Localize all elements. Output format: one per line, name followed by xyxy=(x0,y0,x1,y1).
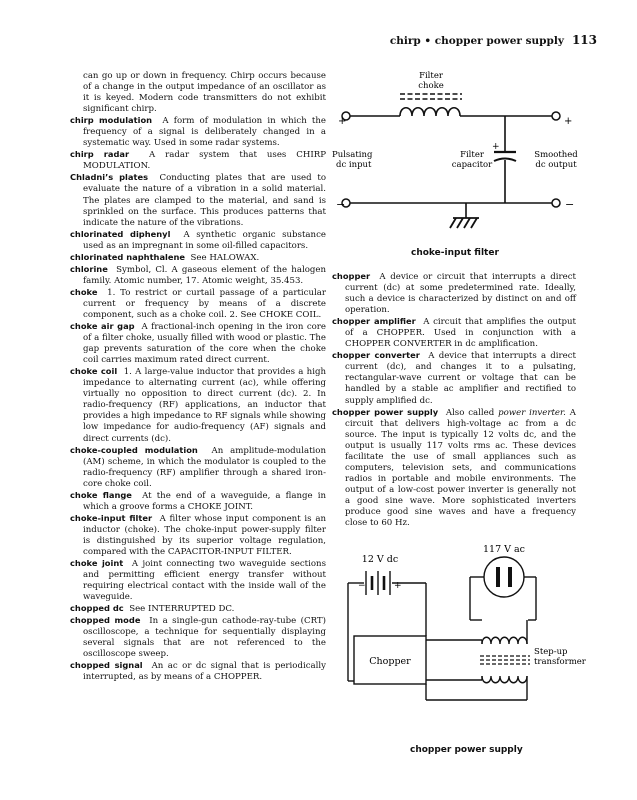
figure-caption: chopper power supply xyxy=(410,745,523,755)
dict-entry xyxy=(70,660,326,683)
dict-entry xyxy=(70,71,326,115)
entry-term: choke air gap xyxy=(70,321,135,332)
entry-definition: A device or circuit that interrupts a direct current (dc) at some predetermined rate. Ideally, such a device is characterized by distinct on and off operation. xyxy=(345,272,576,316)
right-column xyxy=(332,271,576,529)
entry-definition: A device that interrupts a direct current (dc), and changes it to a pulsating, rectangular-wave current or voltage that can be handled by a stable ac amplifier and rectified to supply amplified dc. xyxy=(345,351,576,406)
outlet-slot xyxy=(508,567,512,587)
entry-definition: A radar system that uses CHIRP MODULATION. xyxy=(83,150,326,172)
entry-term: choke-input filter xyxy=(70,512,153,523)
dict-entry xyxy=(70,264,326,287)
dict-entry xyxy=(70,366,326,444)
entry-definition: A form of modulation in which the frequency of a signal is deliberately changed in a systematic way. Used in some radar systems. xyxy=(83,116,327,149)
label-chopper: Chopper xyxy=(369,656,411,667)
secondary-winding xyxy=(482,637,527,644)
entry-definition: See INTERRUPTED DC. xyxy=(129,604,235,615)
label-smoothed: dc output xyxy=(535,160,577,170)
entry-term: Chladni’s plates xyxy=(70,172,149,183)
output-terminal xyxy=(552,199,560,207)
dict-entry xyxy=(332,316,576,350)
entry-term: chopped dc xyxy=(70,603,124,614)
battery-symbol xyxy=(366,571,390,595)
minus-sign: − xyxy=(565,198,575,211)
chopper-power-supply-diagram xyxy=(340,540,590,740)
entry-definition: A synthetic organic substance used as an impregnant in some oil-filled capacitors. xyxy=(83,229,326,251)
dict-entry xyxy=(70,172,326,228)
label-pulsating: dc input xyxy=(336,160,372,170)
dict-entry xyxy=(70,490,326,513)
label-transformer: Step-up xyxy=(534,647,568,657)
dict-entry xyxy=(70,115,326,149)
entry-term: choke joint xyxy=(70,558,124,569)
entry-term: choke coil xyxy=(70,366,118,377)
dict-entry xyxy=(332,407,576,530)
entry-definition: Conducting plates that are used to evaluate the nature of a vibration in a solid material. The plates are clamped to the material, and sand is sprinkled on the surface. This produces patterns that indicate the nature of the vibrations. xyxy=(83,173,326,228)
dict-entry xyxy=(332,271,576,316)
entry-term: chopper xyxy=(332,271,371,281)
outlet-slot xyxy=(496,567,500,587)
transformer-core xyxy=(480,656,530,664)
entry-definition: can go up or down in frequency. Chirp occurs because of a change in the output impedance of an oscillator as it is keyed. Modern code transmitters do not exhibit significant chirp. xyxy=(83,71,326,115)
entry-term: chopper amplifier xyxy=(332,316,416,327)
dict-entry xyxy=(332,350,576,406)
dict-entry xyxy=(70,445,326,490)
header-guide-words: chirp • chopper power supply xyxy=(389,35,564,47)
ground-symbol xyxy=(450,218,479,228)
dict-entry xyxy=(70,558,326,603)
dict-entry xyxy=(70,252,326,264)
output-terminal xyxy=(552,112,560,120)
entry-term: choke-coupled modulation xyxy=(70,444,198,455)
plus-sign: + xyxy=(338,116,347,127)
entry-alt-name: power inverter. xyxy=(498,407,566,418)
entry-term: chopper converter xyxy=(332,350,420,361)
dict-entry xyxy=(70,513,326,558)
entry-definition: An amplitude-modulation (AM) scheme, in which the modulator is coupled to the radio-frequency (RF) amplifier through a shared iron-core choke coil. xyxy=(83,445,326,489)
entry-term: choke xyxy=(70,286,98,297)
entry-term: chopped signal xyxy=(70,660,143,671)
figure-caption: choke-input filter xyxy=(411,248,499,258)
entry-definition: See HALOWAX. xyxy=(190,252,260,263)
label-transformer: transformer xyxy=(534,657,586,667)
entry-definition: A circuit that amplifies the output of a CHOPPER. Used in conjunction with a CHOPPER CONVERTER in dc amplification. xyxy=(345,317,576,350)
label-smoothed: Smoothed xyxy=(534,150,578,160)
entry-definition: A filter whose input component is an inductor (choke). The choke-input power-supply filter is distinguished by its superior voltage regulation, compared with the CAPACITOR-INPUT FILTER. xyxy=(83,513,326,557)
dict-entry xyxy=(70,287,326,321)
label-filter-choke: Filter xyxy=(419,71,443,81)
entry-term: chirp modulation xyxy=(70,115,153,126)
entry-definition: 1. A large-value inductor that provides a high impedance to alternating current (ac), while offering virtually no opposition to direct current (dc). 2. In radio-frequency (RF) applications, an inductor that provides a high impedance to RF signals while showing low impedance for audio-frequency (AF) signals and direct currents (dc). xyxy=(83,367,326,444)
entry-term: chlorinated naphthalene xyxy=(70,251,186,262)
entry-term: chopped mode xyxy=(70,615,141,626)
page-number: 113 xyxy=(571,33,597,47)
entry-definition: A circuit that delivers high-voltage ac from a dc source. The input is typically 12 volts dc, and the output is usually 117 volts rms ac. These devices facilitate the use of small appliances such as computers, television sets, and communications radios in portable and mobile environments. The output of a low-cost power inverter is generally not a good sine wave. More sophisticated inverters produce good sine waves and have a frequency close to 60 Hz. xyxy=(345,407,576,529)
left-column xyxy=(70,71,326,684)
entry-term: chlorinated diphenyl xyxy=(70,228,171,239)
label-filter-capacitor: capacitor xyxy=(451,160,493,170)
iron-core xyxy=(400,94,462,99)
entry-term: choke flange xyxy=(70,489,132,500)
dict-entry xyxy=(70,229,326,252)
choke-input-filter-diagram xyxy=(332,62,580,247)
entry-definition: In a single-gun cathode-ray-tube (CRT) oscilloscope, a technique for sequentially displaying several signals that are not referenced to the oscilloscope sweep. xyxy=(83,616,326,660)
entry-term: chlorine xyxy=(70,263,108,274)
label-filter-capacitor: Filter xyxy=(460,150,484,160)
label-filter-choke: choke xyxy=(418,81,444,91)
plus-sign: + xyxy=(564,116,573,127)
plus-sign: + xyxy=(394,581,402,591)
running-header xyxy=(390,33,597,47)
entry-definition: A fractional-inch opening in the iron core of a filter choke, usually filled with wood or plastic. The gap prevents saturation of the core when the choke coil carries maximum rated direct current. xyxy=(83,322,326,366)
label-pulsating: Pulsating xyxy=(332,150,373,160)
dict-entry xyxy=(70,603,326,615)
entry-definition: 1. To restrict or curtail passage of a particular current or frequency by means of a discrete component, such as a choke coil. 2. See CHOKE COIL. xyxy=(83,287,327,320)
dict-entry xyxy=(70,321,326,366)
inductor-coil xyxy=(400,108,460,116)
minus-sign: − xyxy=(336,198,346,211)
label-12v-dc: 12 V dc xyxy=(361,554,399,565)
plus-sign: + xyxy=(492,142,500,152)
entry-term: chirp radar xyxy=(70,149,130,160)
dict-entry xyxy=(70,149,326,172)
entry-definition: An ac or dc signal that is periodically interrupted, as by means of a CHOPPER. xyxy=(83,661,326,683)
entry-definition: Symbol, Cl. A gaseous element of the halogen family. Atomic number, 17. Atomic weight, 35.453. xyxy=(83,264,326,286)
label-117v-ac: 117 V ac xyxy=(482,544,526,555)
entry-definition: At the end of a waveguide, a flange in which a groove forms a CHOKE JOINT. xyxy=(83,490,326,512)
entry-definition: A joint connecting two waveguide sections and permitting efficient energy transfer without requiring electrical contact with the inside wall of the waveguide. xyxy=(83,559,326,603)
entry-definition: Also called xyxy=(445,407,499,418)
primary-winding xyxy=(482,676,527,683)
entry-term: chopper power supply xyxy=(332,406,439,417)
dict-entry xyxy=(70,615,326,660)
ac-outlet xyxy=(484,557,524,597)
minus-sign: − xyxy=(358,581,366,591)
